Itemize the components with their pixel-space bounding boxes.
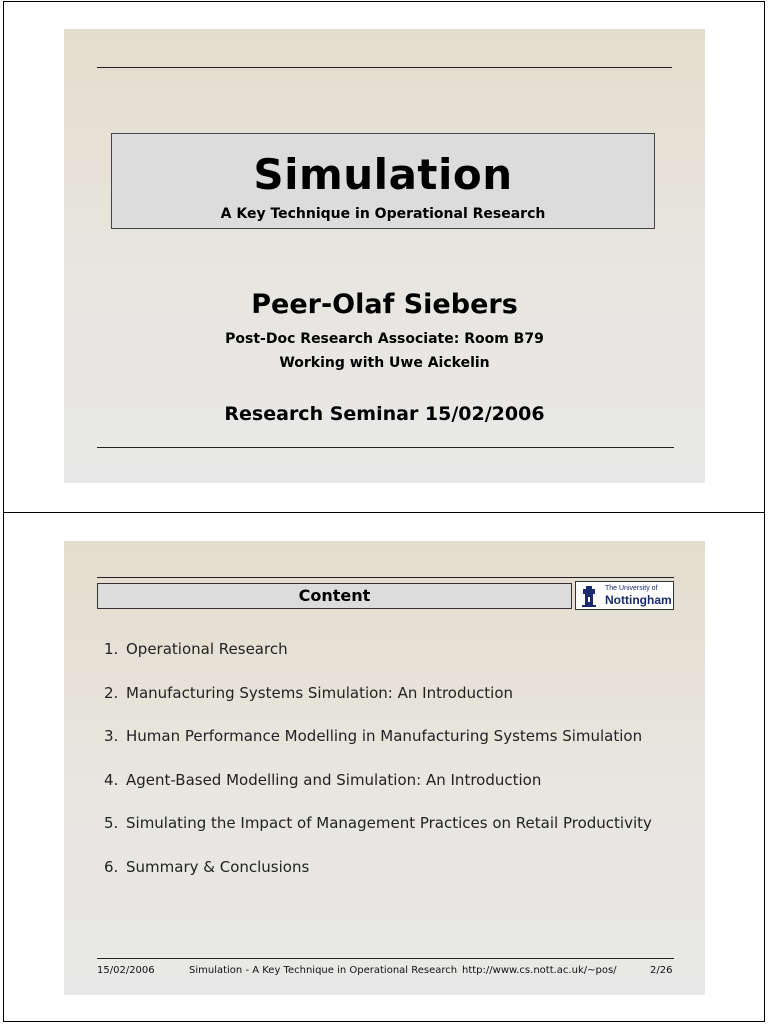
title-box bbox=[111, 133, 655, 229]
item-number: 2. bbox=[104, 683, 119, 702]
university-logo bbox=[575, 581, 674, 610]
list-item bbox=[104, 684, 652, 728]
item-label: Summary & Conclusions bbox=[126, 857, 310, 876]
author-name: Peer-Olaf Siebers bbox=[251, 289, 518, 320]
content-header: Content bbox=[97, 583, 572, 609]
top-rule bbox=[97, 67, 672, 68]
list-item bbox=[104, 727, 652, 771]
item-number: 3. bbox=[104, 727, 119, 746]
item-label: Operational Research bbox=[126, 640, 288, 658]
slide-subtitle: A Key Technique in Operational Research bbox=[220, 206, 546, 222]
footer-page-number: 2/26 bbox=[650, 965, 673, 976]
content-slide bbox=[64, 541, 705, 995]
item-number: 6. bbox=[104, 857, 119, 876]
crest-icon bbox=[580, 585, 598, 607]
list-item bbox=[104, 771, 652, 815]
item-label: Manufacturing Systems Simulation: An Introduction bbox=[126, 683, 513, 702]
item-label: Agent-Based Modelling and Simulation: An Introduction bbox=[126, 770, 542, 789]
title-slide bbox=[64, 29, 705, 483]
footer-url: http://www.cs.nott.ac.uk/~pos/ bbox=[462, 965, 617, 976]
logo-line-2: Nottingham bbox=[605, 593, 672, 607]
collaboration-note: Working with Uwe Aickelin bbox=[279, 355, 490, 371]
author-position: Post-Doc Research Associate: Room B79 bbox=[225, 331, 544, 347]
item-number: 1. bbox=[104, 640, 119, 658]
list-item bbox=[104, 858, 652, 902]
footer-date: 15/02/2006 bbox=[97, 965, 155, 976]
list-item bbox=[104, 640, 652, 684]
item-number: 5. bbox=[104, 814, 119, 833]
footer-rule bbox=[97, 958, 674, 959]
page-1 bbox=[3, 1, 765, 513]
bottom-rule bbox=[97, 447, 674, 448]
item-label: Simulating the Impact of Management Practices on Retail Productivity bbox=[126, 814, 652, 833]
content-list bbox=[104, 640, 652, 902]
item-label: Human Performance Modelling in Manufacturing Systems Simulation bbox=[126, 727, 643, 746]
page-2 bbox=[3, 512, 765, 1022]
logo-line-1: The University of bbox=[605, 585, 658, 592]
list-item bbox=[104, 814, 652, 858]
item-number: 4. bbox=[104, 770, 119, 789]
footer-title: Simulation - A Key Technique in Operational Research bbox=[189, 965, 458, 976]
header-rule bbox=[97, 577, 674, 578]
event-line: Research Seminar 15/02/2006 bbox=[224, 403, 545, 425]
slide-title: Simulation bbox=[253, 150, 513, 199]
